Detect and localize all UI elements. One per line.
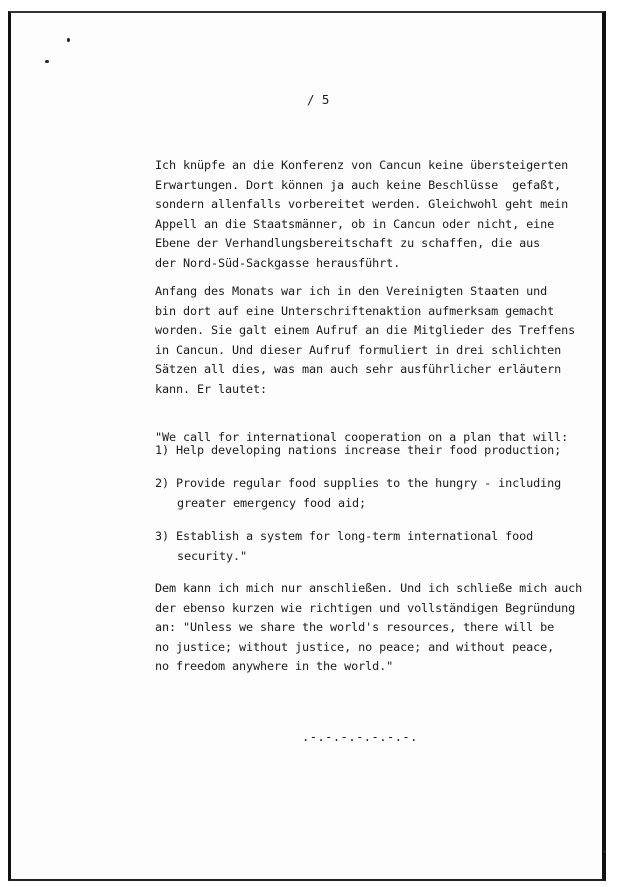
- text-line: sondern allenfalls vorbereitet werden. Gleichwohl geht mein: [155, 197, 569, 211]
- scan-speck: [67, 38, 70, 42]
- text-line: Erwartungen. Dort können ja auch keine Beschlüsse gefaßt,: [155, 177, 562, 192]
- text-line: worden. Sie galt einem Aufruf an die Mitglieder des Treffens: [155, 323, 576, 337]
- text-line: an: "Unless we share the world's resources, there will be: [155, 620, 555, 634]
- list-item-2: [155, 474, 595, 513]
- text-line: 3) Establish a system for long-term international food: [155, 529, 534, 543]
- scan-speck: [45, 60, 49, 63]
- text-line: security.": [177, 548, 248, 563]
- paragraph-conference: [155, 156, 595, 273]
- page-number: / 5: [307, 92, 330, 107]
- text-line: no justice; without justice, no peace; and without peace,: [155, 639, 555, 654]
- text-line: bin dort auf eine Unterschriftenaktion aufmerksam gemacht: [155, 303, 555, 318]
- text-line: kann. Er lautet:: [155, 381, 268, 396]
- scan-speck: [603, 850, 606, 853]
- list-item-3: [155, 527, 595, 566]
- text-line: Ich knüpfe an die Konferenz von Cancun keine übersteigerten: [155, 158, 569, 172]
- text-line: Sätzen all dies, was man auch sehr ausführlicher erläutern: [155, 362, 562, 376]
- text-line: no freedom anywhere in the world.": [155, 659, 394, 673]
- paragraph-conclusion: [155, 579, 595, 677]
- paragraph-appeal: [155, 282, 595, 399]
- text-line: der ebenso kurzen wie richtigen und vollständigen Begründung: [155, 600, 576, 615]
- text-line: Appell an die Staatsmänner, ob in Cancun oder nicht, eine: [155, 216, 555, 231]
- text-line: der Nord-Süd-Sackgasse herausführt.: [155, 255, 401, 270]
- text-line: Ebene der Verhandlungsbereitschaft zu schaffen, die aus: [155, 236, 541, 250]
- end-separator: .-.-.-.-.-.-.-.: [302, 730, 418, 744]
- text-line: 2) Provide regular food supplies to the hungry - including: [155, 476, 562, 490]
- text-line: Dem kann ich mich nur anschließen. Und ich schließe mich auch: [155, 581, 583, 595]
- text-line: "We call for international cooperation on a plan that will:: [155, 430, 569, 444]
- text-line: in Cancun. Und dieser Aufruf formuliert in drei schlichten: [155, 342, 562, 357]
- text-line: Anfang des Monats war ich in den Vereinigten Staaten und: [155, 284, 548, 298]
- text-line: greater emergency food aid;: [177, 495, 367, 510]
- text-line: 1) Help developing nations increase their food production;: [155, 443, 562, 457]
- list-item-1: [155, 441, 595, 461]
